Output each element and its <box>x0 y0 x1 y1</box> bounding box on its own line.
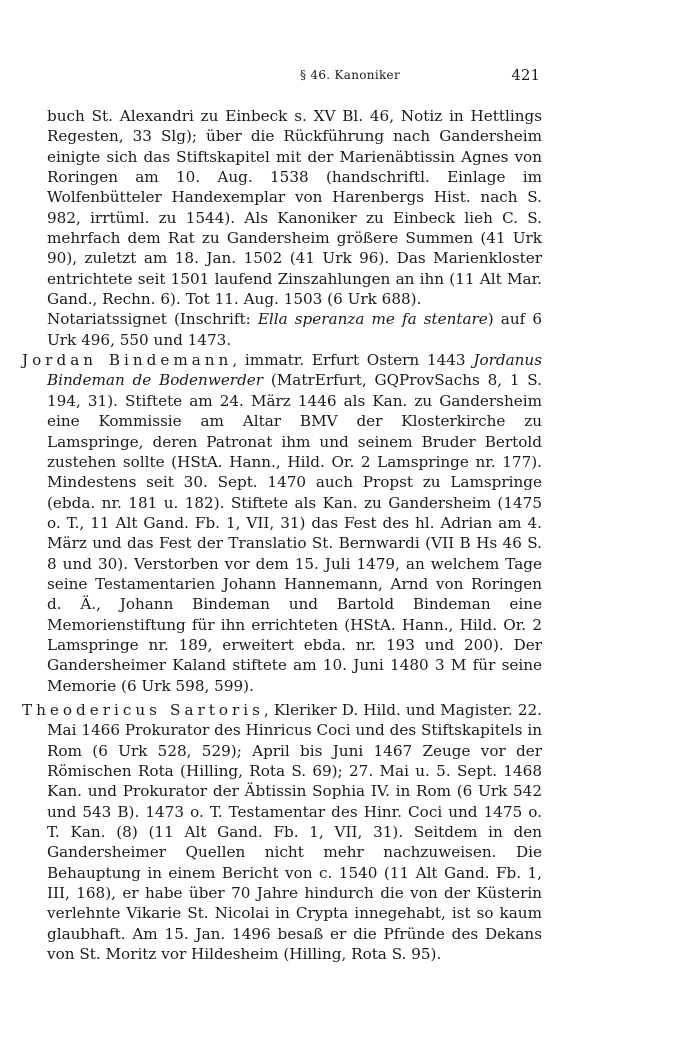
entry-theodericus-sartoris <box>22 700 542 964</box>
page-number: 421 <box>511 66 540 84</box>
body-text <box>22 106 542 968</box>
entry-jordan-bindemann <box>22 350 542 696</box>
text-segment: , immatr. Erfurt Ostern 1443 <box>232 351 474 370</box>
text-segment: , Kleriker D. Hild. und Magister. 22. Mai 1466 Prokurator des Hinricus Coci und des Stiftskapitels in Rom (6 Urk 528, 529); April bis Juni 1467 Zeuge vor der Römischen Rota (Hilling, Rota S. 69); 27. Mai u. 5. Sept. 1468 Kan. und Prokurator der Äbtissin Sophia IV. in Rom (6 Urk 542 und 543 B). 1473 o. T. Testamentar des Hinr. Coci und 1475 o. T. Kan. (8) (11 Alt Gand. Fb. 1, VII, 31). Seitdem in den Gandersheimer Quellen nicht mehr nachzuweisen. Die Behauptung in einem Bericht von c. 1540 (11 Alt Gand. Fb. 1, III, 168), er habe über 70 Jahre hindurch die von der Küsterin verlehnte Vikarie St. Nicolai in Crypta innegehabt, ist so kaum glaubhaft. Am 15. Jan. 1496 besaß er die Pfründe des Dekans von St. Moritz vor Hildesheim (Hilling, Rota S. 95). <box>47 700 542 964</box>
inscription: Ella speranza me fa stentare <box>257 310 488 329</box>
italic-quote: Jordanus Bindeman de Bodenwerder <box>47 351 543 390</box>
text-segment: ) auf 6 Urk 496, 550 und 1473. <box>47 310 542 349</box>
header-title: § 46. Kanoniker <box>300 68 400 82</box>
notary-paragraph <box>47 309 542 350</box>
text-segment: (MatrErfurt, GQProvSachs 8, 1 S. 194, 31). Stiftete am 24. März 1446 als Kan. zu Gandersheim eine Kommissie am Altar BMV der Klosterkirche zu Lamspringe, deren Patronat ihm und seinem Bruder Bertold zustehen sollte (HStA. Hann., Hild. Or. 2 Lamspringe nr. 177). Mindestens seit 30. Sept. 1470 auch Propst zu Lamspringe (ebda. nr. 181 u. 182). Stiftete als Kan. zu Gandersheim (1475 o. T., 11 Alt Gand. Fb. 1, VII, 31) das Fest des hl. Adrian am 4. März und das Fest der Translatio St. Bernwardi (VII B Hs 46 S. 8 und 30). Verstorben vor dem 15. Juli 1479, an welchem Tage seine Testamentarien Johann Hannemann, Arnd von Roringen d. Ä., Johann Bindeman und Bartold Bindeman eine Memorienstiftung für ihn errichteten (HStA. Hann., Hild. Or. 2 Lamspringe nr. 189, erweitert ebda. nr. 193 und 200). Der Gandersheimer Kaland stiftete am 10. Juni 1480 3 M für seine Memorie (6 Urk 598, 599). <box>47 371 542 695</box>
entry-continuation <box>22 106 542 350</box>
running-head <box>0 66 700 86</box>
text-segment: Notariatssignet (Inschrift: <box>47 310 258 329</box>
entry-name: Jordan Bindemann <box>22 351 233 370</box>
paragraph: buch St. Alexandri zu Einbeck s. XV Bl. 46, Notiz in Hettlings Regesten, 33 Slg); über die Rückführung nach Gandersheim einigte sich das Stiftskapitel mit der Marienäbtissin Agnes von Roringen am 10. Aug. 1538 (handschriftl. Einlage im Wolfenbütteler Handexemplar von Harenbergs Hist. nach S. 982, irrtüml. zu 1544). Als Kanoniker zu Einbeck lieh C. S. mehrfach dem Rat zu Gandersheim größere Summen (41 Urk 90), zuletzt am 18. Jan. 1502 (41 Urk 96). Das Marienkloster entrichtete seit 1501 laufend Zinszahlungen an ihn (11 Alt Mar. Gand., Rechn. 6). Tot 11. Aug. 1503 (6 Urk 688). <box>47 107 542 309</box>
entry-name: Theodericus Sartoris <box>22 700 264 719</box>
